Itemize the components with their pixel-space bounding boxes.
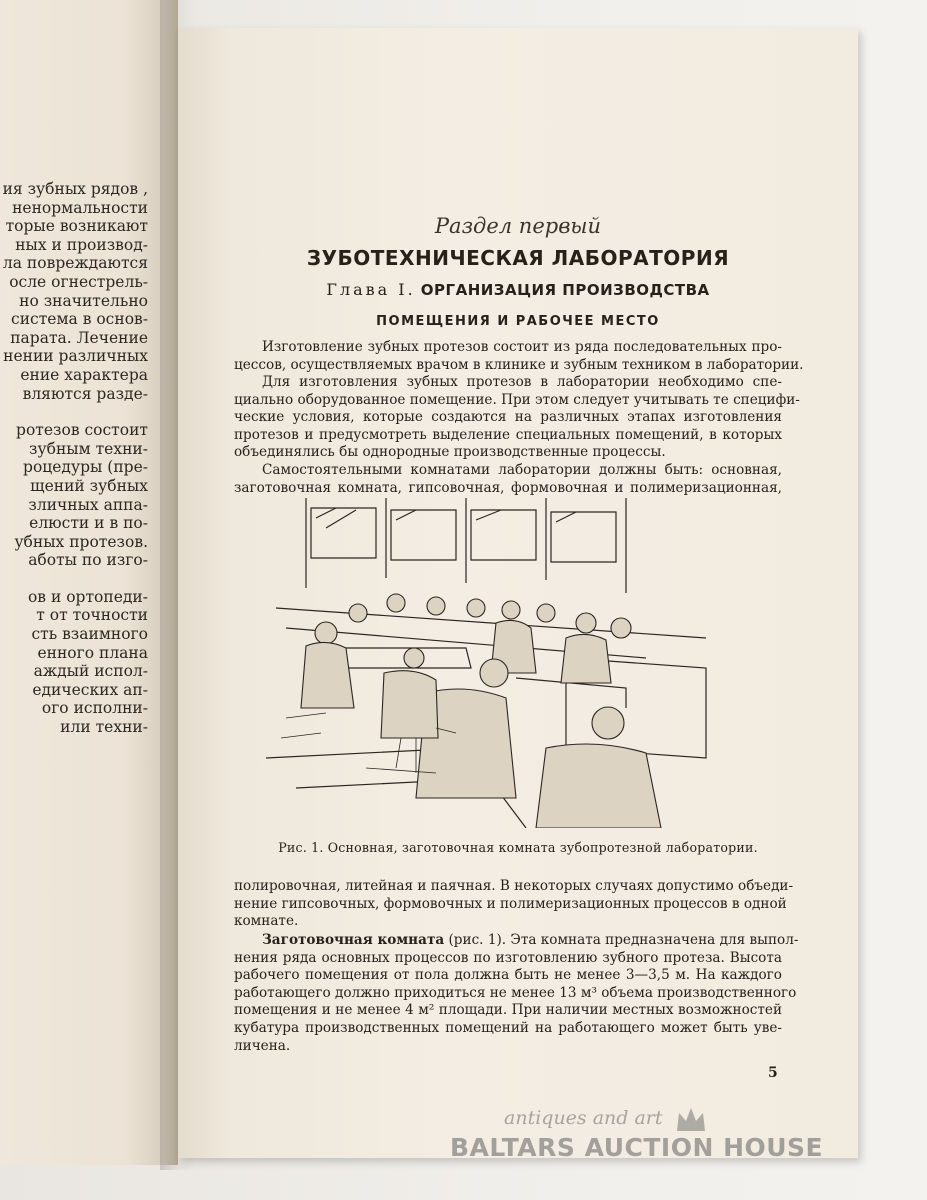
text-line: кубатура производственных помещений на работающего может быть уве- bbox=[234, 1019, 782, 1036]
watermark-tagline: antiques and art bbox=[504, 1107, 663, 1129]
laboratory-illustration bbox=[266, 498, 716, 828]
left-text-line: ненормальности bbox=[12, 198, 148, 217]
text-line: помещения и не менее 4 м² площади. При наличии местных возможностей bbox=[234, 1002, 782, 1019]
left-text-line: сть взаимного bbox=[31, 625, 148, 644]
text-line: Для изготовления зубных протезов в лаборатории необходимо спе- bbox=[262, 374, 782, 390]
paragraph-3 bbox=[234, 462, 782, 497]
left-text-line: парата. Лечение bbox=[10, 328, 148, 347]
figure-caption: Рис. 1. Основная, заготовочная комната зубопротезной лаборатории. bbox=[278, 840, 758, 855]
left-text-line: осле огнестрель- bbox=[9, 272, 148, 291]
text-line: комнате. bbox=[234, 913, 299, 930]
left-text-line: вляются разде- bbox=[22, 384, 148, 403]
text-line: объединялись бы однородные производственные процессы. bbox=[234, 444, 666, 461]
left-text-line: едических ап- bbox=[32, 680, 148, 699]
left-page-text bbox=[0, 180, 148, 737]
left-text-line: енного плана bbox=[37, 643, 148, 662]
left-text-line: аботы по изго- bbox=[28, 551, 148, 570]
left-text-line: зубным техни- bbox=[29, 439, 148, 458]
text-line: циально оборудованное помещение. При этом следует учитывать те специфи- bbox=[234, 391, 800, 408]
left-text-line: ение характера bbox=[20, 365, 148, 384]
right-page bbox=[178, 28, 858, 1158]
text-line: полировочная, литейная и паячная. В некоторых случаях допустимо объеди- bbox=[234, 878, 794, 894]
subheading: ПОМЕЩЕНИЯ И РАБОЧЕЕ МЕСТО bbox=[376, 314, 660, 329]
text-line: личена. bbox=[234, 1037, 291, 1054]
page-number: 5 bbox=[768, 1065, 778, 1081]
left-text-line: роцедуры (пре- bbox=[23, 458, 148, 477]
text-line: нение гипсовочных, формовочных и полимеризационных процессов в одной bbox=[234, 895, 787, 912]
paragraph-5 bbox=[234, 932, 799, 1055]
paragraph-4 bbox=[234, 878, 794, 931]
text-line: ческие условия, которые создаются на различных этапах изготовления bbox=[234, 409, 782, 426]
text-line: работающего должно приходиться не менее 13 м³ объема производственного bbox=[234, 984, 797, 1001]
left-text-line: но значительно bbox=[19, 291, 148, 310]
left-text-line: убных протезов. bbox=[14, 532, 148, 551]
left-text-line: ных и производ- bbox=[15, 235, 148, 254]
paragraph-2 bbox=[234, 374, 800, 462]
text-line: Изготовление зубных протезов состоит из ряда последовательных про- bbox=[262, 339, 782, 355]
left-text-line: зличных аппа- bbox=[28, 495, 148, 514]
left-text-line: торые возникают bbox=[5, 217, 148, 236]
text-line: Самостоятельными комнатами лаборатории должны быть: основная, bbox=[262, 462, 782, 478]
section-label: Раздел первый bbox=[434, 214, 602, 238]
text-line: протезов и предусмотреть выделение специальных помещений, в которых bbox=[234, 426, 782, 443]
paragraph-gap bbox=[0, 403, 148, 421]
left-text-line: елюсти и в по- bbox=[29, 514, 148, 533]
left-text-line: т от точности bbox=[36, 606, 148, 625]
text-line: нения ряда основных процессов по изготовлению зубного протеза. Высота bbox=[234, 949, 782, 966]
text-line: цессов, осуществляемых врачом в клинике и зубным техником в лаборатории. bbox=[234, 356, 804, 373]
page-title: ЗУБОТЕХНИЧЕСКАЯ ЛАБОРАТОРИЯ bbox=[306, 246, 730, 270]
left-text-line: нении различных bbox=[3, 347, 148, 366]
chapter-label: Глава I. bbox=[326, 280, 416, 299]
left-text-line: ла повреждаются bbox=[2, 254, 148, 273]
left-text-line: ого исполни- bbox=[41, 699, 148, 718]
paragraph-gap bbox=[0, 570, 148, 588]
left-text-line: ротезов состоит bbox=[16, 421, 148, 440]
left-text-line: щений зубных bbox=[30, 476, 148, 495]
chapter-title: ОРГАНИЗАЦИЯ ПРОИЗВОДСТВА bbox=[420, 281, 710, 299]
left-text-line: или техни- bbox=[60, 718, 148, 737]
paragraph-1 bbox=[234, 339, 804, 374]
chapter-heading bbox=[178, 280, 858, 299]
bold-term: Заготовочная комната bbox=[262, 932, 445, 948]
left-page bbox=[0, 0, 178, 1165]
text-line: заготовочная комната, гипсовочная, формовочная и полимеризационная, bbox=[234, 479, 782, 496]
left-text-line: ия зубных рядов , bbox=[2, 180, 148, 198]
crown-icon bbox=[674, 1105, 708, 1135]
text-line bbox=[234, 932, 799, 950]
left-text-line: система в основ- bbox=[11, 310, 148, 329]
left-text-line: аждый испол- bbox=[33, 662, 148, 681]
watermark-name: BALTARS AUCTION HOUSE bbox=[450, 1133, 824, 1162]
text-line: рабочего помещения от пола должна быть не менее 3—3,5 м. На каждого bbox=[234, 967, 782, 984]
watermark bbox=[450, 1105, 870, 1175]
left-text-line: ов и ортопеди- bbox=[27, 587, 148, 606]
text-fragment: (рис. 1). Эта комната предназначена для выпол- bbox=[444, 932, 799, 948]
